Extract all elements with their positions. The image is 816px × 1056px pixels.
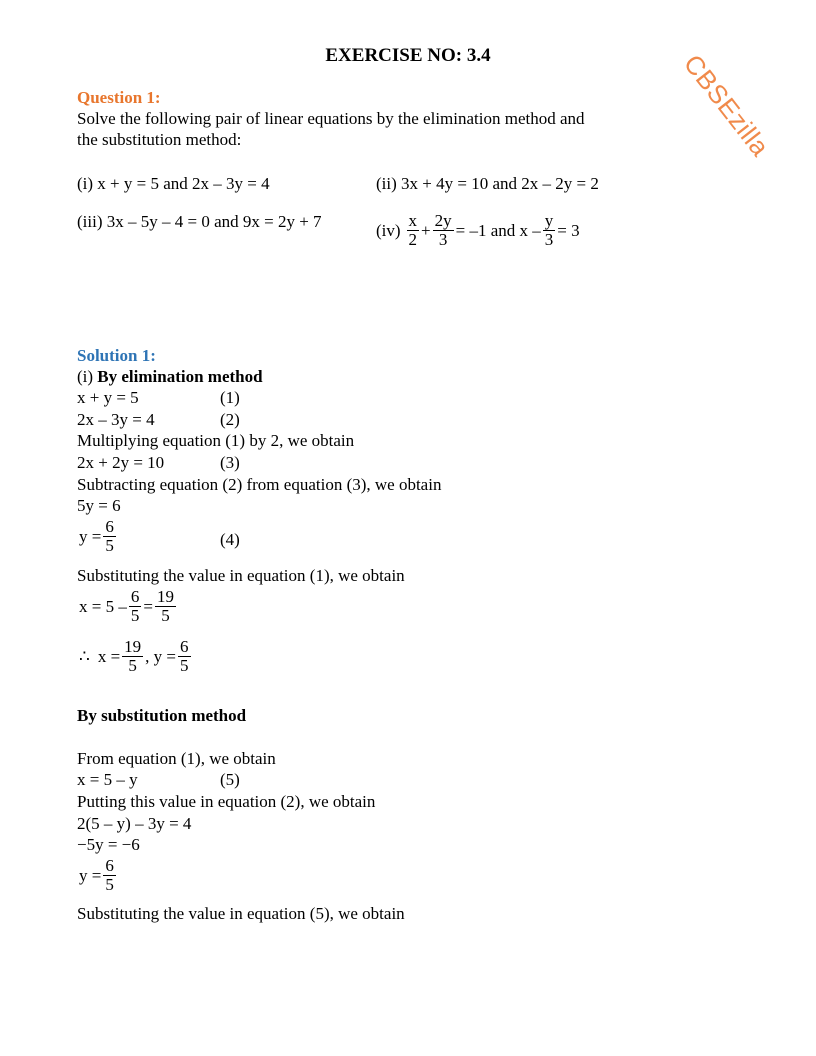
solution-heading: Solution 1: bbox=[77, 346, 156, 365]
numerator: 6 bbox=[180, 637, 189, 656]
equation-2: 2x – 3y = 4 bbox=[77, 410, 155, 429]
numerator: 19 bbox=[156, 587, 174, 606]
substituting-text-2: Substituting the value in equation (5), we obtain bbox=[77, 904, 405, 923]
part-iv-label: (iv) bbox=[376, 220, 401, 240]
fraction bbox=[543, 212, 556, 249]
question-heading: Question 1: bbox=[77, 88, 161, 107]
question-text-line2: the substitution method: bbox=[77, 130, 242, 149]
equals-sign: = bbox=[143, 596, 153, 616]
numerator: 19 bbox=[124, 637, 142, 656]
equation-1: x + y = 5 bbox=[77, 388, 139, 407]
question-part-iv bbox=[376, 212, 580, 249]
equation-3: 2x + 2y = 10 bbox=[77, 453, 165, 472]
question-text-line1: Solve the following pair of linear equations by the elimination method and bbox=[77, 109, 585, 128]
numerator: y bbox=[544, 211, 554, 230]
from-equation-text: From equation (1), we obtain bbox=[77, 749, 276, 768]
therefore-symbol: ∴ bbox=[79, 646, 90, 666]
fraction bbox=[103, 857, 116, 894]
equation-text: , y = bbox=[145, 646, 177, 666]
plus-sign: + bbox=[421, 220, 431, 240]
denominator: 2 bbox=[408, 229, 418, 249]
elimination-heading bbox=[77, 368, 263, 385]
equation-text: = 3 bbox=[557, 220, 580, 240]
equation-text: x = bbox=[97, 646, 121, 666]
equation-text: y = bbox=[79, 526, 102, 546]
substitution-heading: By substitution method bbox=[77, 706, 247, 725]
putting-text: Putting this value in equation (2), we obtain bbox=[77, 792, 376, 811]
therefore-result bbox=[79, 638, 191, 675]
question-part-ii: (ii) 3x + 4y = 10 and 2x – 2y = 2 bbox=[376, 174, 599, 193]
denominator: 3 bbox=[433, 230, 454, 249]
numerator: 6 bbox=[105, 517, 114, 536]
method-title: By elimination method bbox=[97, 367, 263, 386]
equation-2-tag: (2) bbox=[220, 410, 240, 429]
denominator: 5 bbox=[155, 606, 176, 625]
fraction bbox=[407, 212, 420, 249]
watermark-logo: CBSEzilla bbox=[677, 48, 776, 162]
fraction bbox=[122, 638, 143, 675]
equation-4-tag: (4) bbox=[220, 530, 240, 549]
denominator: 3 bbox=[544, 229, 554, 249]
subtracting-text: Subtracting equation (2) from equation (3), we obtain bbox=[77, 475, 442, 494]
denominator: 5 bbox=[105, 535, 114, 555]
fraction bbox=[129, 588, 142, 625]
denominator: 5 bbox=[105, 874, 114, 894]
equation-text: x = 5 – bbox=[79, 596, 127, 616]
part-label: (i) bbox=[77, 367, 94, 386]
page-title: EXERCISE NO: 3.4 bbox=[325, 45, 491, 66]
five-y-equation: 5y = 6 bbox=[77, 496, 121, 515]
substituting-text-1: Substituting the value in equation (1), we obtain bbox=[77, 566, 405, 585]
equation-1-tag: (1) bbox=[220, 388, 240, 407]
fraction bbox=[103, 518, 116, 555]
question-part-i: (i) x + y = 5 and 2x – 3y = 4 bbox=[77, 174, 270, 193]
numerator: 6 bbox=[105, 856, 114, 875]
fraction bbox=[155, 588, 176, 625]
denominator: 5 bbox=[122, 656, 143, 675]
y-value-equation bbox=[79, 518, 116, 555]
fraction bbox=[433, 212, 454, 249]
question-part-iii: (iii) 3x – 5y – 4 = 0 and 9x = 2y + 7 bbox=[77, 212, 322, 231]
numerator: 2y bbox=[434, 211, 452, 230]
equation-5: x = 5 – y bbox=[77, 770, 138, 789]
expanded-equation: 2(5 – y) – 3y = 4 bbox=[77, 814, 192, 833]
numerator: x bbox=[408, 211, 418, 230]
minus-five-y-equation: −5y = −6 bbox=[77, 835, 140, 854]
equation-text: = –1 and x – bbox=[455, 220, 541, 240]
denominator: 5 bbox=[130, 605, 140, 625]
multiplying-text: Multiplying equation (1) by 2, we obtain bbox=[77, 431, 355, 450]
equation-3-tag: (3) bbox=[220, 453, 240, 472]
x-value-equation bbox=[79, 588, 176, 625]
fraction bbox=[178, 638, 191, 675]
numerator: 6 bbox=[130, 587, 140, 606]
equation-text: y = bbox=[79, 865, 102, 885]
equation-5-tag: (5) bbox=[220, 770, 240, 789]
y-value-equation-2 bbox=[79, 857, 116, 894]
denominator: 5 bbox=[180, 655, 189, 675]
